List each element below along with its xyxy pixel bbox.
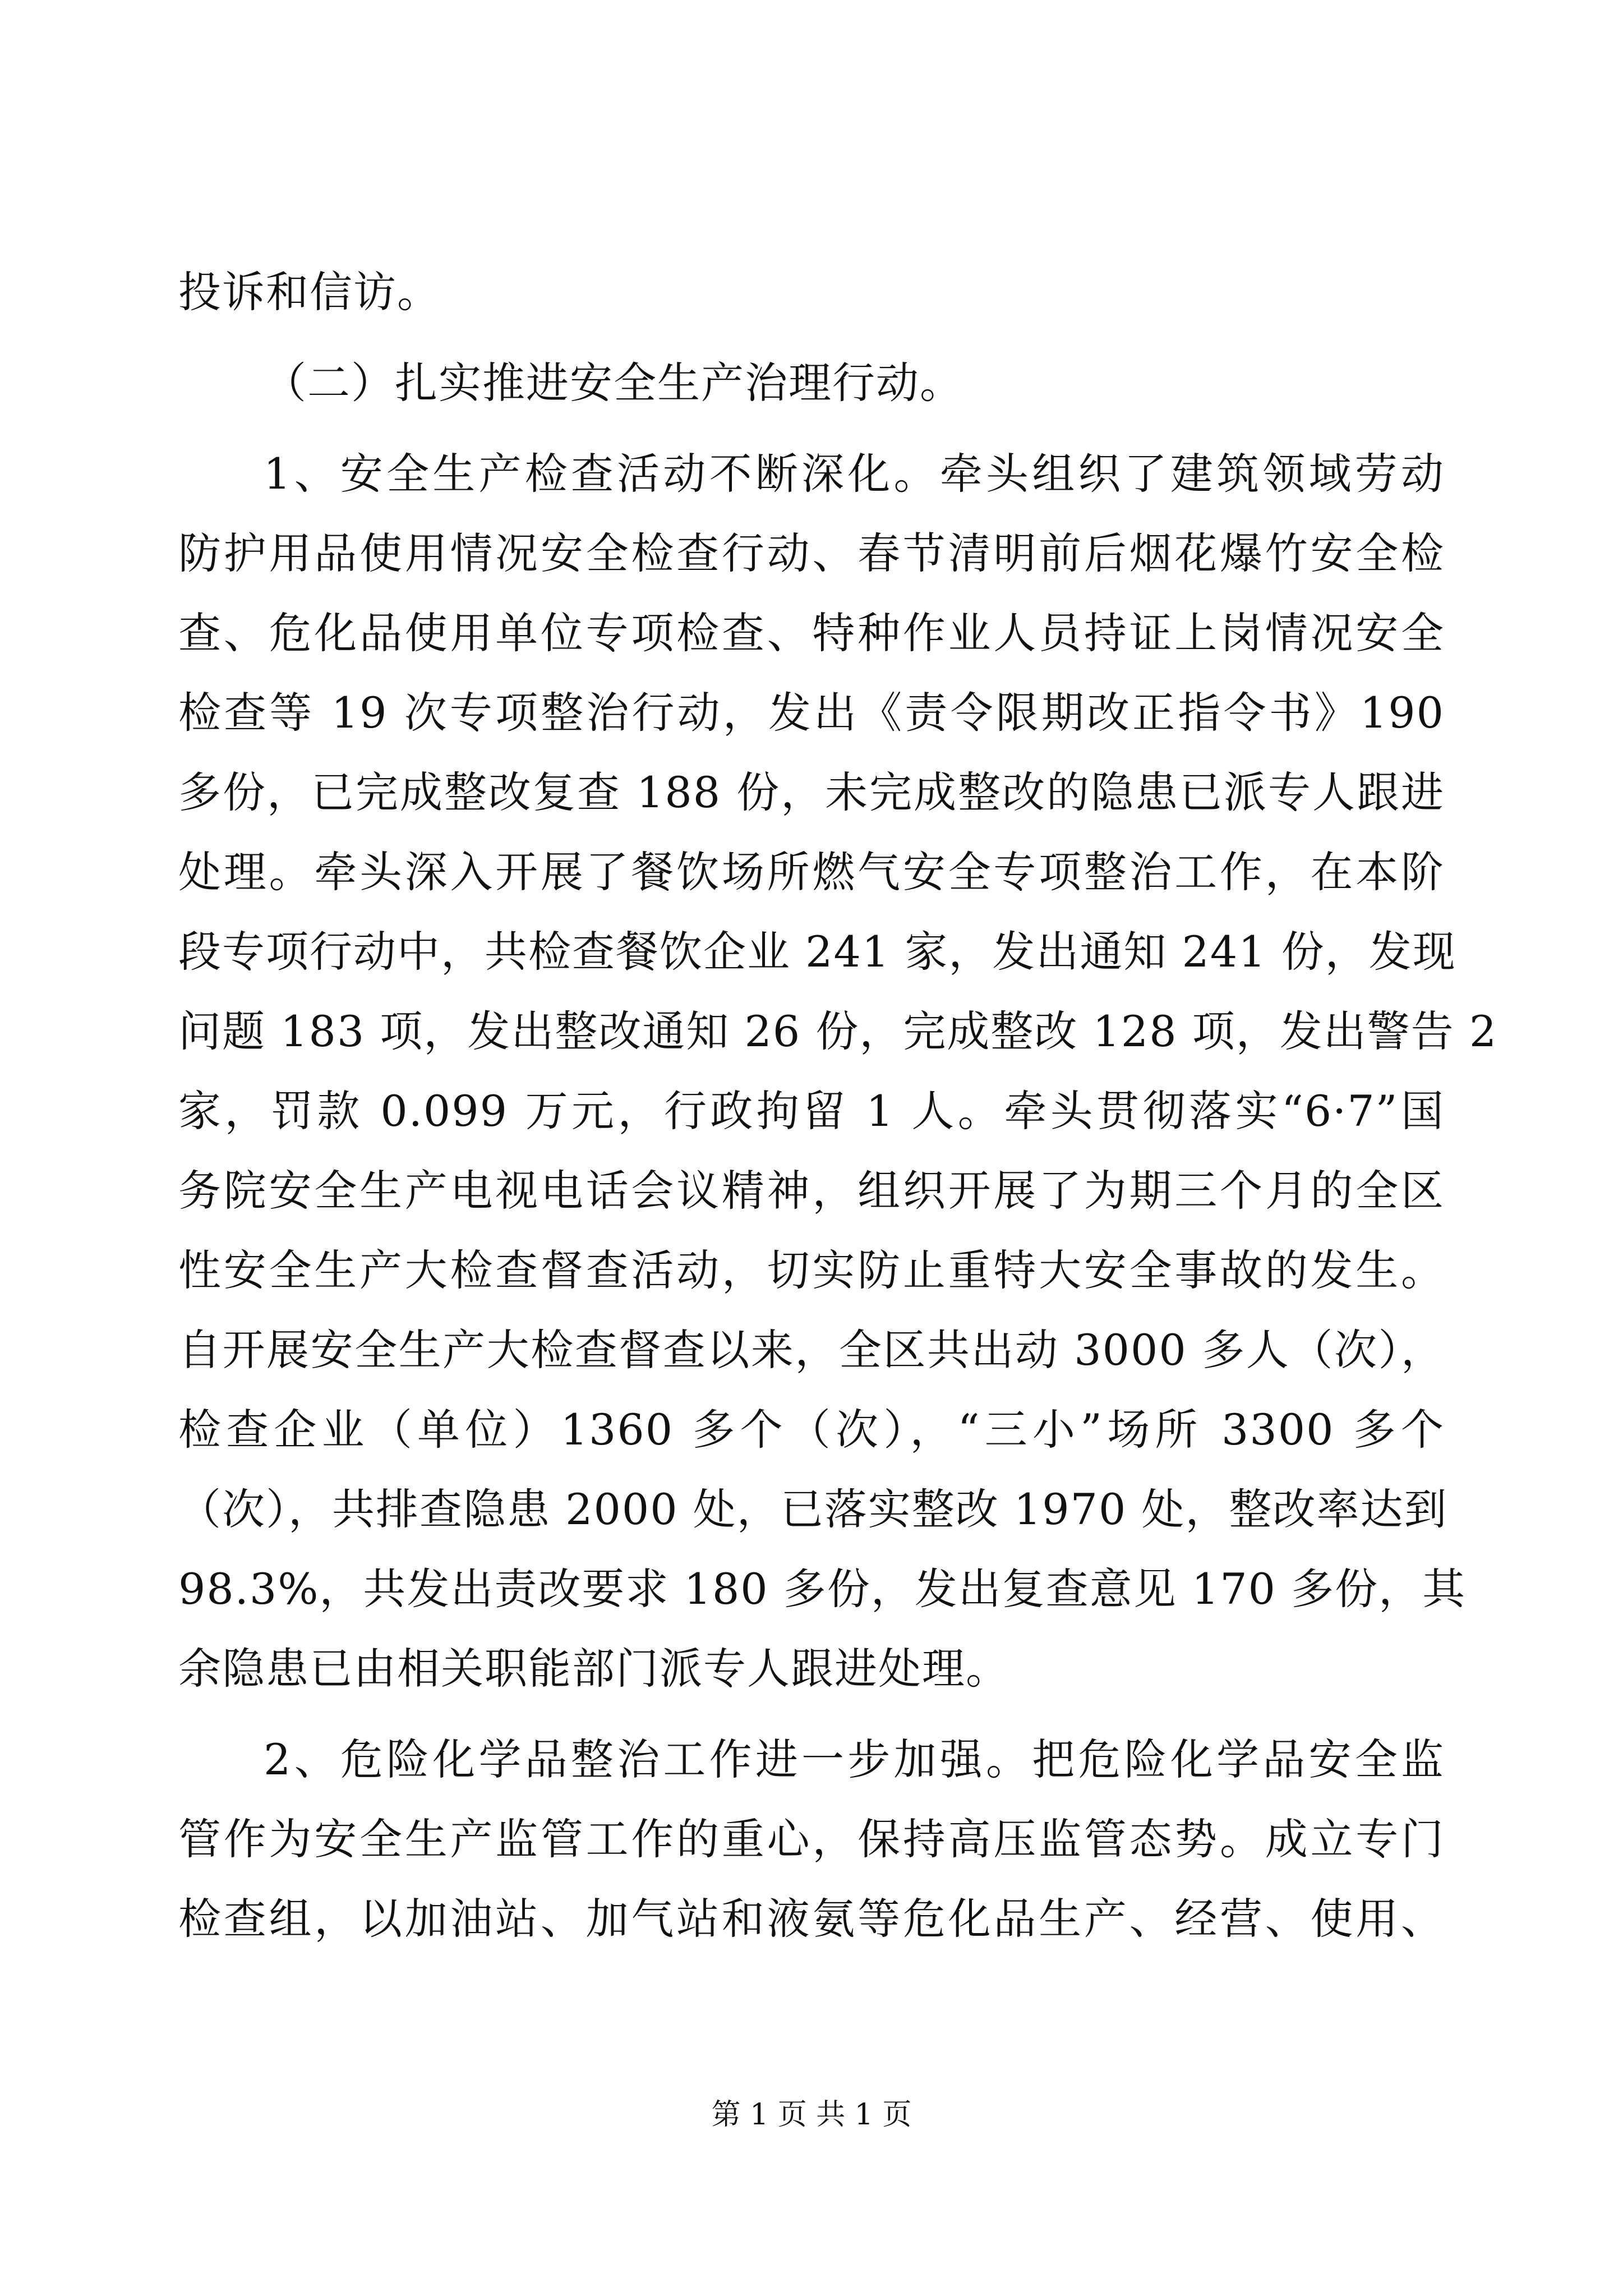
- text-line: 查、危化品使用单位专项检查、特种作业人员持证上岗情况安全: [178, 608, 1445, 658]
- text-line: 检查企业（单位）1360 多个（次），“三小”场所 3300 多个: [178, 1405, 1445, 1455]
- text-line: 务院安全生产电视电话会议精神，组织开展了为期三个月的全区: [178, 1166, 1445, 1216]
- text-line: 管作为安全生产监管工作的重心，保持高压监管态势。成立专门: [178, 1814, 1445, 1864]
- text-line: （次），共排查隐患 2000 处，已落实整改 1970 处，整改率达到: [178, 1484, 1448, 1534]
- text-line: 投诉和信访。: [178, 267, 441, 317]
- text-line: 余隐患已由相关职能部门派专人跟进处理。: [178, 1644, 1009, 1694]
- text-line: 防护用品使用情况安全检查行动、春节清明前后烟花爆竹安全检: [178, 528, 1445, 578]
- text-line: 1、安全生产检查活动不断深化。牵头组织了建筑领域劳动: [264, 449, 1445, 499]
- text-line: 处理。牵头深入开展了餐饮场所燃气安全专项整治工作，在本阶: [178, 847, 1445, 897]
- page-number-label: 第 1 页 共 1 页: [711, 2098, 912, 2132]
- page-footer: [0, 2095, 1623, 2134]
- text-line: 多份，已完成整改复查 188 份，未完成整改的隐患已派专人跟进: [178, 767, 1445, 817]
- text-line: 98.3%，共发出责改要求 180 多份，发出复查意见 170 多份，其: [178, 1564, 1467, 1614]
- text-line: 段专项行动中，共检查餐饮企业 241 家，发出通知 241 份，发现: [178, 927, 1456, 977]
- text-line: 检查组，以加油站、加气站和液氨等危化品生产、经营、使用、: [178, 1894, 1445, 1944]
- text-line: 问题 183 项，发出整改通知 26 份，完成整改 128 项，发出警告 2: [178, 1006, 1498, 1056]
- paragraph-lines: [178, 252, 1498, 1959]
- section-heading: （二）扎实推进安全生产治理行动。: [264, 358, 963, 408]
- text-line: 自开展安全生产大检查督查以来，全区共出动 3000 多人（次），: [178, 1325, 1445, 1375]
- document-body: [178, 252, 1498, 1959]
- text-line: 家，罚款 0.099 万元，行政拘留 1 人。牵头贯彻落实“6·7”国: [178, 1086, 1445, 1136]
- text-line: 性安全生产大检查督查活动，切实防止重特大安全事故的发生。: [178, 1245, 1445, 1295]
- text-line: 2、危险化学品整治工作进一步加强。把危险化学品安全监: [264, 1734, 1445, 1784]
- text-line: 检查等 19 次专项整治行动，发出《责令限期改正指令书》190: [178, 688, 1445, 738]
